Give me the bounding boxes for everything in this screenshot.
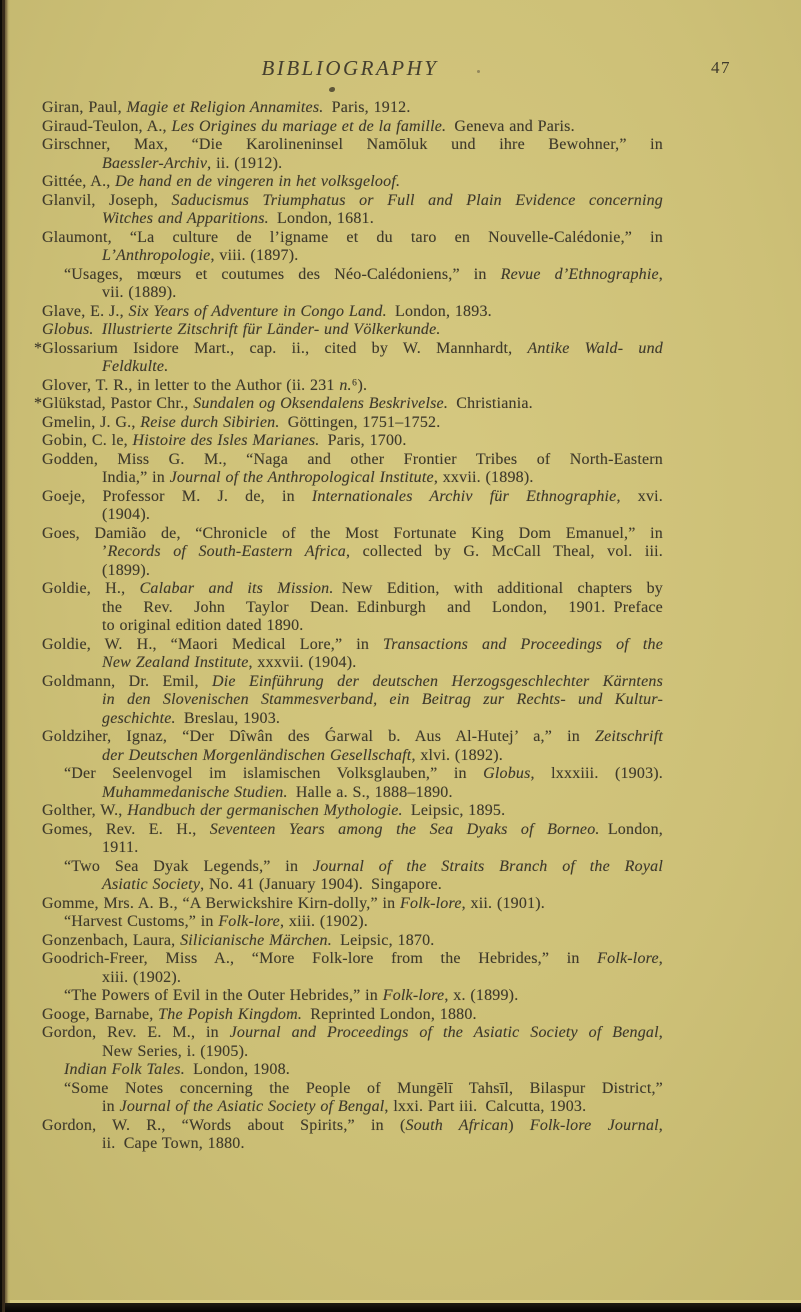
bibliography-line: Gomes, Rev. E. H., Seventeen Years among the Sea Dyaks of Borneo. London,: [42, 820, 663, 838]
bibliography-line: Goldmann, Dr. Emil, Die Einführung der deutschen Herzogsgeschlechter Kärntens: [42, 672, 663, 690]
bibliography-line: *Glükstad, Pastor Chr., Sundalen og Oksendalens Beskrivelse. Christiania.: [34, 395, 533, 412]
page-title: BIBLIOGRAPHY: [261, 56, 439, 80]
bibliography-line: Goeje, Professor M. J. de, in Internationales Archiv für Ethnographie, xvi.: [42, 487, 664, 505]
ink-speck: [329, 87, 335, 92]
bibliography-line: “The Powers of Evil in the Outer Hebrides,” in Folk-lore, x. (1899).: [64, 987, 519, 1004]
bibliography-line: Gittée, A., De hand en de vingeren in het volksgeloof.: [42, 173, 401, 190]
bibliography-line: Girschner, Max, “Die Karolineninsel Namōluk und ihre Bewohner,” in: [42, 136, 663, 153]
bibliography-line: *Glossarium Isidore Mart., cap. ii., cited by W. Mannhardt, Antike Wald- und: [34, 339, 664, 357]
bibliography-line: India,” in Journal of the Anthropological Institute, xxvii. (1898).: [102, 469, 534, 486]
bibliography-line: der Deutschen Morgenländischen Gesellschaft, xlvi. (1892).: [102, 746, 503, 764]
bibliography-line: Feldkulte.: [102, 358, 169, 375]
ink-speck: [477, 70, 480, 73]
bibliography-line: Gomme, Mrs. A. B., “A Berwickshire Kirn-dolly,” in Folk-lore, xii. (1901).: [42, 894, 546, 912]
bibliography-line: to original edition dated 1890.: [102, 617, 304, 634]
bibliography-line: Globus. Illustrierte Zitschrift für Länder- und Völkerkunde.: [42, 321, 441, 338]
bibliography-line: New Zealand Institute, xxxvii. (1904).: [102, 654, 357, 671]
bibliography-line: Goes, Damião de, “Chronicle of the Most Fortunate King Dom Emanuel,” in: [42, 524, 663, 542]
book-spine-edge: [0, 0, 10, 1312]
bibliography-line: Muhammedanische Studien. Halle a. S., 1888–1890.: [102, 783, 453, 801]
bibliography-line: “Some Notes concerning the People of Mungēlī Tahsīl, Bilaspur District,”: [64, 1079, 663, 1097]
bibliography-line: Godden, Miss G. M., “Naga and other Frontier Tribes of North-Eastern: [42, 450, 663, 468]
bibliography-line: ii. Cape Town, 1880.: [102, 1135, 245, 1152]
bibliography-line: the Rev. John Taylor Dean. Edinburgh and London, 1901. Preface: [102, 598, 663, 616]
bibliography-line: “Der Seelenvogel im islamischen Volksglauben,” in Globus, lxxxiii. (1903).: [64, 765, 664, 782]
bibliography-list: [34, 99, 664, 1154]
bibliography-line: Giran, Paul, Magie et Religion Annamites. Paris, 1912.: [42, 99, 411, 116]
bibliography-line: L’Anthropologie, viii. (1897).: [102, 247, 299, 264]
bibliography-line: Goldie, H., Calabar and its Mission. New Edition, with additional chapters by: [42, 580, 663, 597]
bibliography-line: “Usages, mœurs et coutumes des Néo-Calédoniens,” in Revue d’Ethnographie,: [64, 265, 663, 283]
bibliography-line: Googe, Barnabe, The Popish Kingdom. Reprinted London, 1880.: [42, 1005, 477, 1023]
bibliography-line: (1904).: [102, 506, 151, 523]
bibliography-line: Giraud-Teulon, A., Les Origines du mariage et de la famille. Geneva and Paris.: [42, 117, 575, 135]
bibliography-line: 1911.: [102, 839, 139, 856]
bibliography-line: Gordon, W. R., “Words about Spirits,” in (South African) Folk-lore Journal,: [42, 1116, 663, 1134]
bibliography-line: Glaumont, “La culture de l’igname et du taro en Nouvelle-Calédonie,” in: [42, 228, 663, 246]
bibliography-line: Witches and Apparitions. London, 1681.: [102, 210, 374, 227]
bibliography-line: in Journal of the Asiatic Society of Bengal, lxxi. Part iii. Calcutta, 1903.: [102, 1098, 587, 1115]
bibliography-line: New Series, i. (1905).: [102, 1042, 249, 1060]
bibliography-line: Glave, E. J., Six Years of Adventure in Congo Land. London, 1893.: [42, 302, 492, 320]
bibliography-line: in den Slovenischen Stammesverband, ein Beitrag zur Rechts- und Kultur-: [102, 691, 663, 708]
bibliography-line: “Harvest Customs,” in Folk-lore, xiii. (1902).: [64, 913, 368, 930]
bibliography-line: Golther, W., Handbuch der germanischen Mythologie. Leipsic, 1895.: [42, 802, 506, 819]
bibliography-line: geschichte. Breslau, 1903.: [102, 709, 281, 727]
page-number: 47: [711, 58, 731, 77]
bibliography-line: vii. (1889).: [102, 284, 177, 301]
bibliography-line: Goodrich-Freer, Miss A., “More Folk-lore from the Hebrides,” in Folk-lore,: [42, 950, 663, 967]
bibliography-line: Glover, T. R., in letter to the Author (ii. 231 n.⁶).: [42, 376, 368, 394]
bibliography-line: xiii. (1902).: [102, 968, 182, 986]
bibliography-line: (1899).: [102, 561, 151, 579]
bibliography-line: ’Records of South-Eastern Africa, collected by G. McCall Theal, vol. iii.: [102, 543, 664, 560]
bibliography-line: Gonzenbach, Laura, Silicianische Märchen. Leipsic, 1870.: [42, 931, 435, 949]
bibliography-line: Gmelin, J. G., Reise durch Sibirien. Göttingen, 1751–1752.: [42, 413, 441, 431]
page-bottom-edge: [5, 1303, 801, 1312]
bibliography-line: Glanvil, Joseph, Saducismus Triumphatus or Full and Plain Evidence concerning: [42, 191, 664, 209]
bibliography-line: Gobin, C. le, Histoire des Isles Marianes. Paris, 1700.: [42, 432, 407, 449]
bibliography-line: Goldie, W. H., “Maori Medical Lore,” in Transactions and Proceedings of the: [42, 635, 663, 653]
bibliography-line: Indian Folk Tales. London, 1908.: [64, 1061, 290, 1078]
bibliography-line: Asiatic Society, No. 41 (January 1904). Singapore.: [102, 876, 442, 893]
bibliography-line: “Two Sea Dyak Legends,” in Journal of the Straits Branch of the Royal: [64, 857, 663, 875]
bibliography-line: Gordon, Rev. E. M., in Journal and Proceedings of the Asiatic Society of Bengal,: [42, 1024, 663, 1041]
bibliography-line: Goldziher, Ignaz, “Der Dîwân des Ǵarwal b. Aus Al-Hutej’ a,” in Zeitschrift: [42, 728, 663, 745]
bibliography-line: Baessler-Archiv, ii. (1912).: [102, 154, 283, 172]
